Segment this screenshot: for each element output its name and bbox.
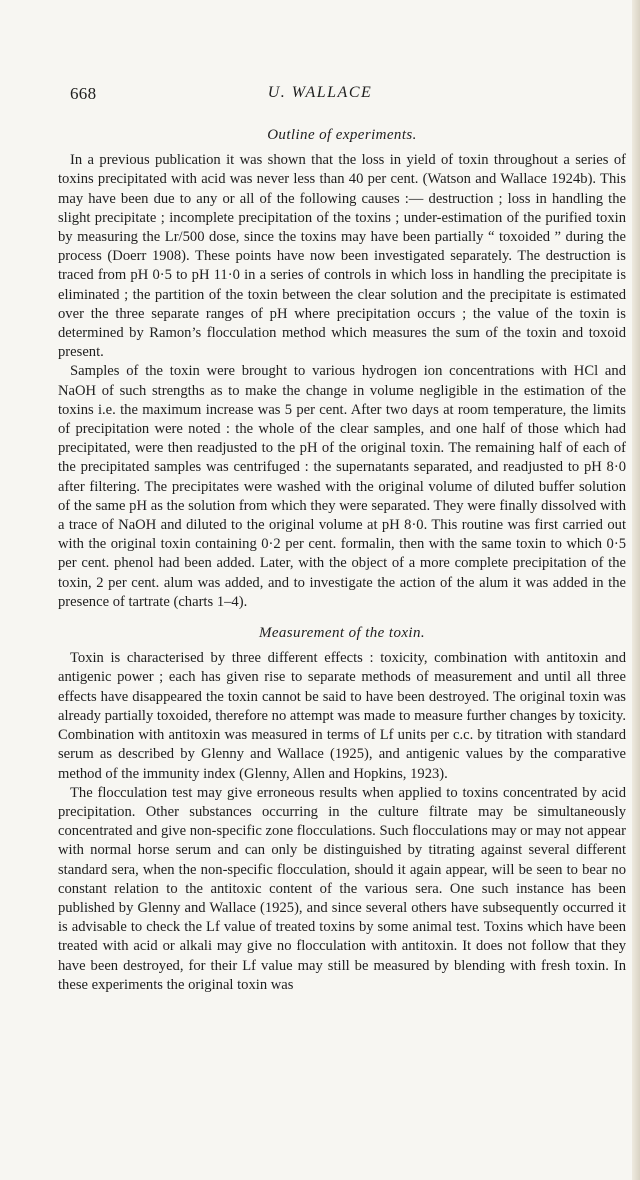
paragraph-outline-1: In a previous publication it was shown that the loss in yield of toxin throughout a series of toxins precipitated with acid was never less than 40 per cent. (Watson and Wallace 1924b). This may have been due to any or all of the following causes :— destruction ; loss in handling the slight precipitate ; incomplete precipitation of the toxins ; under-estimation of the purified toxin by measuring the Lr/500 dose, since the toxins may have been partially “ toxoided ” during the process (Doerr 1908). These points have now been investigated separately. The destruction is traced from pH 0·5 to pH 11·0 in a series of controls in which loss in handling the precipitate is eliminated ; the partition of the toxin between the clear solution and the precipitate is estimated over the three separate ranges of pH where precipitation occurs ; the value of the toxin is determined by Ramon’s flocculation method which measures the sum of the toxin and toxoid present. <box>58 152 626 361</box>
section-heading-measurement: Measurement of the toxin. <box>258 625 426 642</box>
page-edge-shadow <box>632 0 640 1180</box>
paragraph-measurement-2: The flocculation test may give erroneous results when applied to toxins concentrated by acid precipitation. Other substances occurring in the culture filtrate may be simultaneously concentrated and give non-specific zone flocculations. Such flocculations may or may not appear with normal horse serum and can only be distinguished by titrating against several different standard sera, when the non-specific flocculation, should it again appear, will be seen to bear no constant relation to the antitoxic content of the various sera. One such instance has been published by Glenny and Wallace (1925), and since several others have subsequently occurred it is advisable to check the Lf value of treated toxins by some animal test. Toxins which have been treated with acid or alkali may give no flocculation with antitoxin. It does not follow that they have been destroyed, for their Lf value may still be measured by blending with fresh toxin. In these experiments the original toxin was <box>58 784 626 993</box>
paragraph-outline-2: Samples of the toxin were brought to various hydrogen ion concentrations with HCl and NaOH of such strengths as to make the change in volume negligible in the estimation of the toxins i.e. the maximum increase was 5 per cent. After two days at room temperature, the limits of precipitation were noted : the whole of the clear samples, and one half of those which had precipitated, were then readjusted to the pH of the original toxin. The remaining half of each of the precipitated samples was centrifuged : the supernatants separated, and readjusted to pH 8·0 after filtering. The precipitates were washed with the original volume of diluted buffer solution of the same pH as the solution from which they were separated. They were finally dissolved with a trace of NaOH and diluted to the original volume at pH 8·0. This routine was first carried out with the original toxin containing 0·2 per cent. formalin, then with the same toxin to which 0·5 per cent. phenol had been added. Later, with the object of a more complete precipitation of the toxin, 2 per cent. alum was added, and to investigate the action of the alum it was added in the presence of tartrate (charts 1–4). <box>58 363 626 610</box>
section-heading-outline: Outline of experiments. <box>267 127 417 143</box>
article-body <box>58 126 626 995</box>
paragraph-measurement-1: Toxin is characterised by three different effects : toxicity, combination with antitoxin and antigenic power ; each has given rise to separate methods of measurement and until all three effects have disappeared the toxin cannot be said to have been destroyed. The original toxin was already partially toxoided, therefore no attempt was made to measure further changes by toxicity. Combination with antitoxin was measured in terms of Lf units per c.c. by titration with standard serum as described by Glenny and Wallace (1925), and antigenic values by the comparative method of the immunity index (Glenny, Allen and Hopkins, 1923). <box>58 650 626 782</box>
running-head: U. WALLACE <box>267 84 373 101</box>
page-number: 668 <box>70 84 97 103</box>
page-header <box>0 84 640 108</box>
